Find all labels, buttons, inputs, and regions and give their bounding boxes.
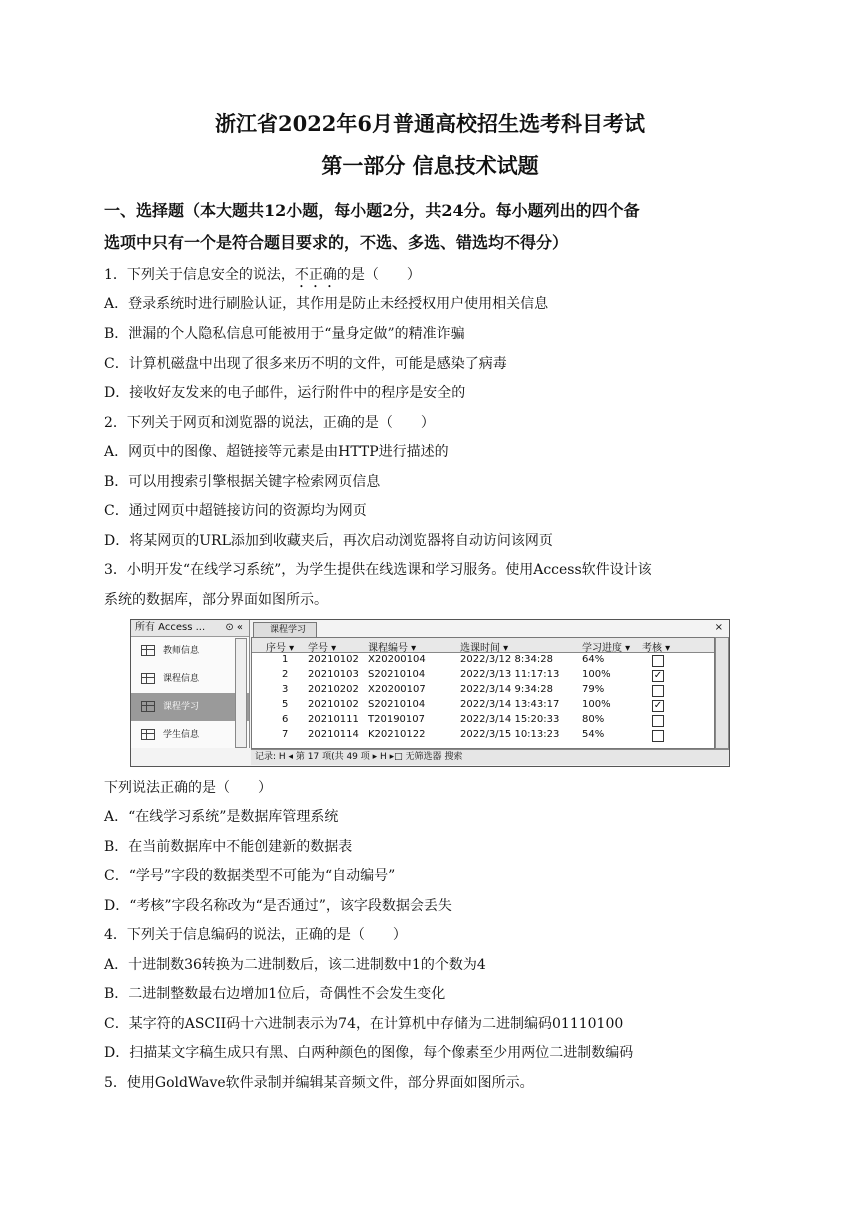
column-header[interactable]: 考核 ▾: [642, 643, 671, 654]
q4-option-a: A．十进制数36转换为二进制数后，该二进制数中1的个数为4: [104, 957, 486, 973]
q2-stem: 2．下列关于网页和浏览器的说法，正确的是（ ）: [104, 415, 435, 431]
column-header[interactable]: 课程编号 ▾: [368, 643, 417, 654]
q3-option-d: D．“考核”字段名称改为“是否通过”，该字段数据会丢失: [104, 898, 452, 914]
table-cell[interactable]: 79%: [582, 684, 605, 695]
datasheet-grid: [251, 637, 715, 749]
table-cell[interactable]: 64%: [582, 654, 605, 665]
table-cell[interactable]: 54%: [582, 729, 605, 740]
checkbox[interactable]: [652, 685, 664, 697]
q4-stem: 4．下列关于信息编码的说法，正确的是（ ）: [104, 927, 407, 943]
table-cell[interactable]: 2022/3/14 15:20:33: [460, 714, 560, 725]
table-cell[interactable]: 2022/3/12 8:34:28: [460, 654, 554, 665]
table-cell[interactable]: 2022/3/15 10:13:23: [460, 729, 560, 740]
q1-option-d: D．接收好友发来的电子邮件，运行附件中的程序是安全的: [104, 385, 466, 401]
vertical-scrollbar[interactable]: [715, 637, 729, 749]
q2-option-a: A．网页中的图像、超链接等元素是由HTTP进行描述的: [104, 444, 449, 460]
q1-option-c: C．计算机磁盘中出现了很多来历不明的文件，可能是感染了病毒: [104, 356, 507, 372]
column-header[interactable]: 学号 ▾: [308, 643, 337, 654]
nav-item-2[interactable]: [131, 693, 249, 721]
q4-option-b: B．二进制整数最右边增加1位后，奇偶性不会发生变化: [104, 986, 446, 1002]
close-icon[interactable]: ×: [714, 622, 723, 633]
table-cell[interactable]: 80%: [582, 714, 605, 725]
q3-option-b: B．在当前数据库中不能创建新的数据表: [104, 839, 353, 855]
checkbox[interactable]: [652, 655, 664, 667]
table-cell[interactable]: 20210111: [308, 714, 359, 725]
table-cell[interactable]: 2: [282, 669, 289, 680]
checkbox[interactable]: ✓: [653, 670, 663, 681]
exam-title: 浙江省2022年6月普通高校招生选考科目考试: [214, 111, 646, 136]
nav-item-1[interactable]: [131, 665, 249, 693]
section-heading-line2: 选项中只有一个是符合题目要求的，不选、多选、错选均不得分）: [104, 233, 569, 252]
nav-item-3[interactable]: [131, 721, 249, 749]
access-screenshot: [130, 619, 730, 767]
table-cell[interactable]: 1: [282, 654, 289, 665]
checkbox[interactable]: [652, 715, 664, 727]
nav-item-label: 课程学习: [163, 702, 200, 712]
table-cell[interactable]: 2022/3/13 11:17:13: [460, 669, 560, 680]
q1-option-a: A．登录系统时进行刷脸认证，其作用是防止未经授权用户使用相关信息: [104, 296, 549, 312]
q5-stem: 5．使用GoldWave软件录制并编辑某音频文件，部分界面如图所示。: [104, 1075, 534, 1091]
nav-item-label: 课程信息: [163, 674, 200, 684]
table-cell[interactable]: T20190107: [368, 714, 426, 725]
table-cell[interactable]: 5: [282, 699, 289, 710]
q3-option-c: C．“学号”字段的数据类型不可能为“自动编号”: [104, 868, 396, 884]
table-cell[interactable]: 20210102: [308, 654, 359, 665]
table-cell[interactable]: X20200104: [368, 654, 426, 665]
table-icon: [141, 645, 155, 656]
table-cell[interactable]: 2022/3/14 9:34:28: [460, 684, 554, 695]
column-header[interactable]: 序号 ▾: [266, 643, 295, 654]
table-icon: [141, 729, 155, 740]
table-cell[interactable]: 20210114: [308, 729, 359, 740]
column-header[interactable]: 学习进度 ▾: [582, 643, 631, 654]
q2-option-d: D．将某网页的URL添加到收藏夹后，再次启动浏览器将自动访问该网页: [104, 533, 553, 549]
table-cell[interactable]: 7: [282, 729, 289, 740]
q3-question: 下列说法正确的是（ ）: [104, 780, 272, 796]
checkbox[interactable]: ✓: [653, 700, 663, 711]
table-cell[interactable]: X20200107: [368, 684, 426, 695]
table-icon: [141, 673, 155, 684]
table-cell[interactable]: 20210103: [308, 669, 359, 680]
nav-item-label: 教师信息: [163, 646, 200, 656]
q1-emphasis: 不正确: [294, 267, 337, 283]
datasheet-header: [252, 638, 714, 653]
part-title: 第一部分 信息技术试题: [321, 153, 539, 178]
navigation-scrollbar[interactable]: [235, 638, 247, 748]
checkbox[interactable]: [652, 730, 664, 742]
table-cell[interactable]: K20210122: [368, 729, 426, 740]
navigation-pane-header[interactable]: 所有 Access ... ⊙ «: [131, 620, 249, 637]
section-heading-line1: 一、选择题（本大题共12小题，每小题2分，共24分。每小题列出的四个备: [104, 201, 640, 220]
table-cell[interactable]: 100%: [582, 699, 611, 710]
q1-stem: 1．下列关于信息安全的说法，不正确的是（ ）: [104, 267, 421, 283]
table-cell[interactable]: 3: [282, 684, 289, 695]
table-cell[interactable]: 100%: [582, 669, 611, 680]
q3-stem-line2: 系统的数据库，部分界面如图所示。: [104, 592, 328, 608]
navigation-pane: [131, 620, 250, 748]
nav-item-label: 学生信息: [163, 730, 200, 740]
q2-option-b: B．可以用搜索引擎根据关键字检索网页信息: [104, 474, 381, 490]
nav-item-0[interactable]: [131, 637, 249, 665]
q2-option-c: C．通过网页中超链接访问的资源均为网页: [104, 503, 367, 519]
chevron-collapse-icon[interactable]: ⊙ «: [225, 622, 243, 633]
table-cell[interactable]: 20210102: [308, 699, 359, 710]
tab-course-study[interactable]: 课程学习: [253, 622, 317, 637]
table-cell[interactable]: 6: [282, 714, 289, 725]
q3-option-a: A．“在线学习系统”是数据库管理系统: [104, 809, 339, 825]
table-cell[interactable]: S20210104: [368, 699, 426, 710]
q3-stem-line1: 3．小明开发“在线学习系统”，为学生提供在线选课和学习服务。使用Access软件设计该: [104, 562, 652, 578]
tab-bar: [251, 622, 727, 636]
q4-option-c: C．某字符的ASCII码十六进制表示为74，在计算机中存储为二进制编码01110100: [104, 1016, 624, 1032]
table-cell[interactable]: 20210202: [308, 684, 359, 695]
record-navigation-bar[interactable]: 记录: H ◂ 第 17 项(共 49 项 ▸ H ▸□ 无筛选器 搜索: [251, 749, 730, 765]
q4-option-d: D．扫描某文字稿生成只有黑、白两种颜色的图像，每个像素至少用两位二进制数编码: [104, 1045, 634, 1061]
column-header[interactable]: 选课时间 ▾: [460, 643, 509, 654]
table-cell[interactable]: 2022/3/14 13:43:17: [460, 699, 560, 710]
q1-option-b: B．泄漏的个人隐私信息可能被用于“量身定做”的精准诈骗: [104, 326, 465, 342]
table-cell[interactable]: S20210104: [368, 669, 426, 680]
table-icon: [141, 701, 155, 712]
